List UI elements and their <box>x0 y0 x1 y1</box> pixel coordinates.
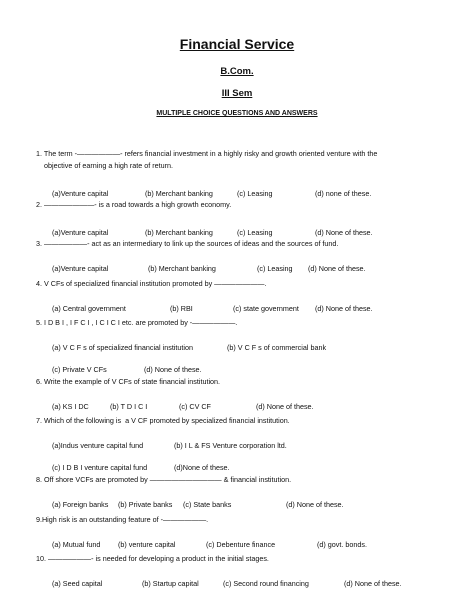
answer-option: (d) None of these. <box>315 304 373 313</box>
answer-option: (d) None of these. <box>308 264 366 273</box>
answer-option: (d) None of these. <box>144 365 202 374</box>
answer-option: (a)Venture capital <box>52 264 109 273</box>
answer-option: (a) Central government <box>52 304 126 313</box>
answer-option: (c) Leasing <box>237 228 273 237</box>
answer-option: (c) state government <box>233 304 299 313</box>
question-text: 4. V CFs of specialized financial institution promoted by ———————. <box>36 279 267 288</box>
answer-option: (d) None of these. <box>256 402 314 411</box>
question-text: 5. I D B I , I F C I , I C I C I etc. are promoted by -——————. <box>36 318 238 327</box>
answer-option: (b) Merchant banking <box>145 189 213 198</box>
answer-option: (c) Leasing <box>257 264 293 273</box>
answer-option: (d) none of these. <box>315 189 372 198</box>
answer-option: (b) RBI <box>170 304 193 313</box>
answer-option: (b) Merchant banking <box>148 264 216 273</box>
document-title: Financial Service <box>179 36 295 52</box>
answer-option: (d) govt. bonds. <box>317 540 367 549</box>
answer-option: (a) V C F s of specialized financial institution <box>52 343 194 352</box>
question-text: 7. Which of the following is a V CF promoted by specialized financial institution. <box>36 416 290 425</box>
answer-option: (c) Leasing <box>237 189 273 198</box>
answer-option: (a)Venture capital <box>52 228 109 237</box>
question-text: 10. ——————- is needed for developing a product in the initial stages. <box>36 554 269 563</box>
answer-option: (b) Merchant banking <box>145 228 213 237</box>
course-heading: B.Com. <box>220 66 254 77</box>
answer-option: (b) I L & FS Venture corporation ltd. <box>174 441 287 450</box>
answer-option: (c) State banks <box>183 500 232 509</box>
question-text: 8. Off shore VCFs are promoted by —————————— & financial institution. <box>36 475 292 484</box>
answer-option: (a) Seed capital <box>52 579 103 588</box>
question-text: 2. ———————- is a road towards a high growth economy. <box>36 200 232 209</box>
answer-option: (b) venture capital <box>118 540 176 549</box>
answer-option: (a) KS I DC <box>52 402 89 411</box>
answer-option: (d) None of these. <box>344 579 402 588</box>
answer-option: (a)Venture capital <box>52 189 109 198</box>
answer-option: (c) Debenture finance <box>206 540 276 549</box>
answer-option: (d) None of these. <box>286 500 344 509</box>
answer-option: (b) T D I C I <box>110 402 148 411</box>
answer-option: (b) Private banks <box>118 500 173 509</box>
question-text: 1. The term -——————- refers financial investment in a highly risky and growth oriented venture with the objective of earning a high rate of return. <box>36 149 378 170</box>
answer-option: (a) Mutual fund <box>52 540 101 549</box>
answer-option: (b) Startup capital <box>142 579 199 588</box>
semester-heading: III Sem <box>221 88 253 99</box>
answer-option: (a)Indus venture capital fund <box>52 441 144 450</box>
answer-option: (c) Second round financing <box>223 579 309 588</box>
answer-option: (d)None of these. <box>174 463 230 472</box>
answer-option: (c) CV CF <box>179 402 211 411</box>
answer-option: (d) None of these. <box>315 228 373 237</box>
answer-option: (c) I D B I venture capital fund <box>52 463 148 472</box>
answer-option: (c) Private V CFs <box>52 365 107 374</box>
question-text: 3. ——————- act as an intermediary to link up the sources of ideas and the sources of fund. <box>36 239 339 248</box>
section-subtitle: MULTIPLE CHOICE QUESTIONS AND ANSWERS <box>156 110 318 117</box>
answer-option: (a) Foreign banks <box>52 500 109 509</box>
question-text: 6. Write the example of V CFs of state financial institution. <box>36 377 221 386</box>
answer-option: (b) V C F s of commercial bank <box>227 343 327 352</box>
question-text: 9.High risk is an outstanding feature of -——————. <box>36 515 209 524</box>
